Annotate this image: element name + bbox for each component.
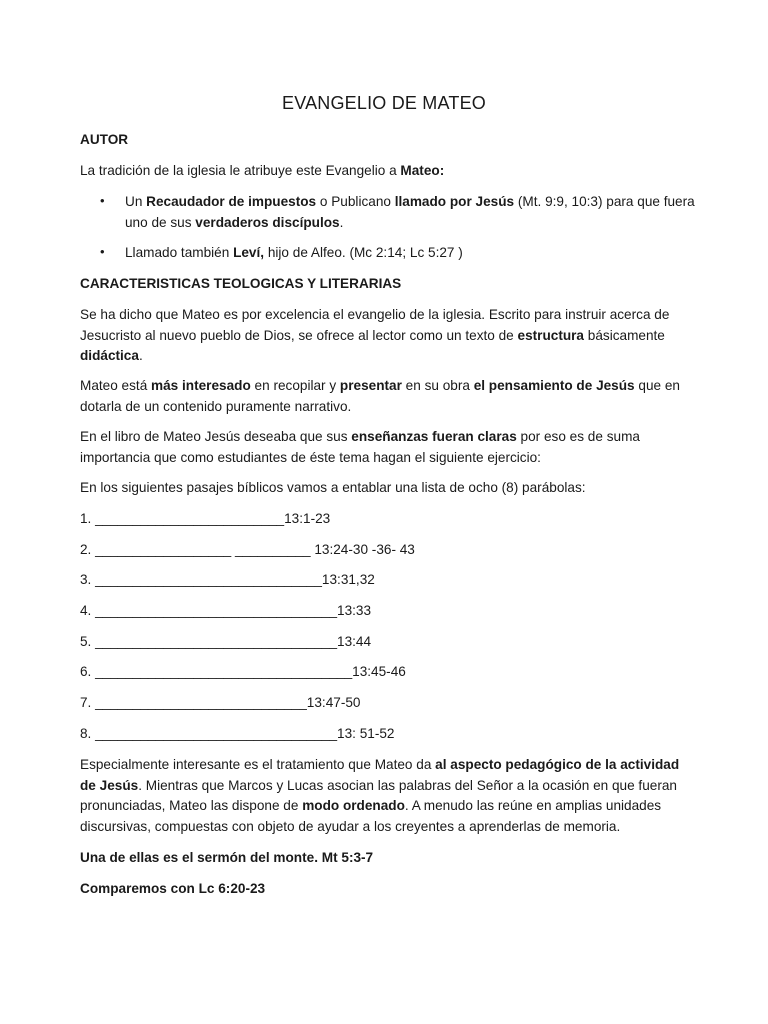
para3-text-b: por eso es de suma importancia que como estudiantes de éste tema hagan el siguiente ejercicio: xyxy=(80,429,640,465)
para1-text-c: . xyxy=(138,348,143,363)
intro-bold: Mateo: xyxy=(400,163,445,178)
bullet-dot-icon: • xyxy=(100,244,105,259)
parable-list-item: 5. ________________________________13:44 xyxy=(80,634,372,649)
intro-paragraph xyxy=(80,161,695,182)
para3-text-a: En el libro de Mateo Jesús deseaba que sus xyxy=(80,429,352,444)
bullet-1-bold-a: Recaudador de impuestos xyxy=(146,194,317,209)
para4-bold-b: modo ordenado xyxy=(302,798,405,813)
parable-list-item: 7. ____________________________13:47-50 xyxy=(80,695,361,710)
para1-text-a: Se ha dicho que Mateo es por excelencia el evangelio de la iglesia. Escrito para instruir acerca de Jesucristo al nuevo pueblo de Dios, se ofrece al lector como un texto de xyxy=(80,307,670,343)
bullet-1-text-b: o Publicano xyxy=(316,194,395,209)
bullet-1-text-c: (Mt. 9:9, 10:3) para que fuera uno de sus xyxy=(125,194,695,230)
autor-heading: AUTOR xyxy=(80,132,129,147)
bullet-1-text-a: Un xyxy=(125,194,147,209)
para1-bold-a: estructura xyxy=(517,327,584,343)
para4-text-b: . Mientras que Marcos y Lucas asocian las palabras del Señor a la ocasión en que fueran pronunciadas, Mateo las dispone de xyxy=(80,777,677,813)
closing-compare-line: Comparemos con Lc 6:20-23 xyxy=(80,881,266,896)
closing-sermon-line: Una de ellas es el sermón del monte. Mt 5:3-7 xyxy=(80,850,374,865)
bullet-1-bold-b: llamado por Jesús xyxy=(394,194,515,209)
parable-list-item: 1. _________________________13:1-23 xyxy=(80,511,331,526)
para1-text-b: básicamente xyxy=(584,327,665,343)
para2-text-b: en recopilar y xyxy=(250,378,340,393)
bullet-2-text-b: hijo de Alfeo. (Mc 2:14; Lc 5:27 ) xyxy=(264,245,463,260)
bullet-1-bold-c: verdaderos discípulos xyxy=(195,214,340,230)
parable-list-item: 3. ______________________________13:31,32 xyxy=(80,572,375,587)
caracteristicas-heading: CARACTERISTICAS TEOLOGICAS Y LITERARIAS xyxy=(80,276,402,291)
bullet-dot-icon: • xyxy=(100,193,105,208)
para2-text-a: Mateo está xyxy=(80,378,152,393)
list-intro: En los siguientes pasajes bíblicos vamos a entablar una lista de ocho (8) parábolas: xyxy=(80,480,586,495)
para2-text-d: que en dotarla de un contenido puramente narrativo. xyxy=(80,378,680,414)
para2-text-c: en su obra xyxy=(401,378,474,393)
bullet-item-levi xyxy=(125,243,695,264)
paragraph-interesado xyxy=(80,376,695,417)
para2-bold-a: más interesado xyxy=(151,378,251,393)
para2-bold-c: el pensamiento de Jesús xyxy=(473,378,635,393)
para4-bold-a: al aspecto pedagógico de la actividad de Jesús xyxy=(80,757,680,793)
paragraph-ensenanzas xyxy=(80,427,695,468)
parable-list-item: 8. ________________________________13: 51-52 xyxy=(80,726,395,741)
para4-text-a: Especialmente interesante es el tratamiento que Mateo da xyxy=(80,757,436,772)
intro-text: La tradición de la iglesia le atribuye este Evangelio a xyxy=(80,163,401,178)
para4-text-c: . A menudo las reúne en amplias unidades discursivas, compuestas con objeto de ayudar a los creyentes a aprenderlas de memoria. xyxy=(80,798,662,834)
paragraph-iglesia xyxy=(80,305,695,367)
paragraph-pedagogico xyxy=(80,755,695,837)
parable-list-item: 6. __________________________________13:45-46 xyxy=(80,664,406,679)
bullet-1-text-d: . xyxy=(339,214,344,230)
bullet-item-recaudador xyxy=(125,192,695,233)
page-title: EVANGELIO DE MATEO xyxy=(282,93,486,113)
para2-bold-b: presentar xyxy=(339,378,402,393)
para3-bold-a: enseñanzas fueran claras xyxy=(351,429,517,444)
bullet-2-bold-a: Leví, xyxy=(233,245,265,260)
parable-list-item: 2. __________________ __________ 13:24-30 -36- 43 xyxy=(80,542,415,557)
para1-bold-b: didáctica xyxy=(80,348,139,363)
parable-list-item: 4. ________________________________13:33 xyxy=(80,603,372,618)
bullet-2-text-a: Llamado también xyxy=(125,245,234,260)
